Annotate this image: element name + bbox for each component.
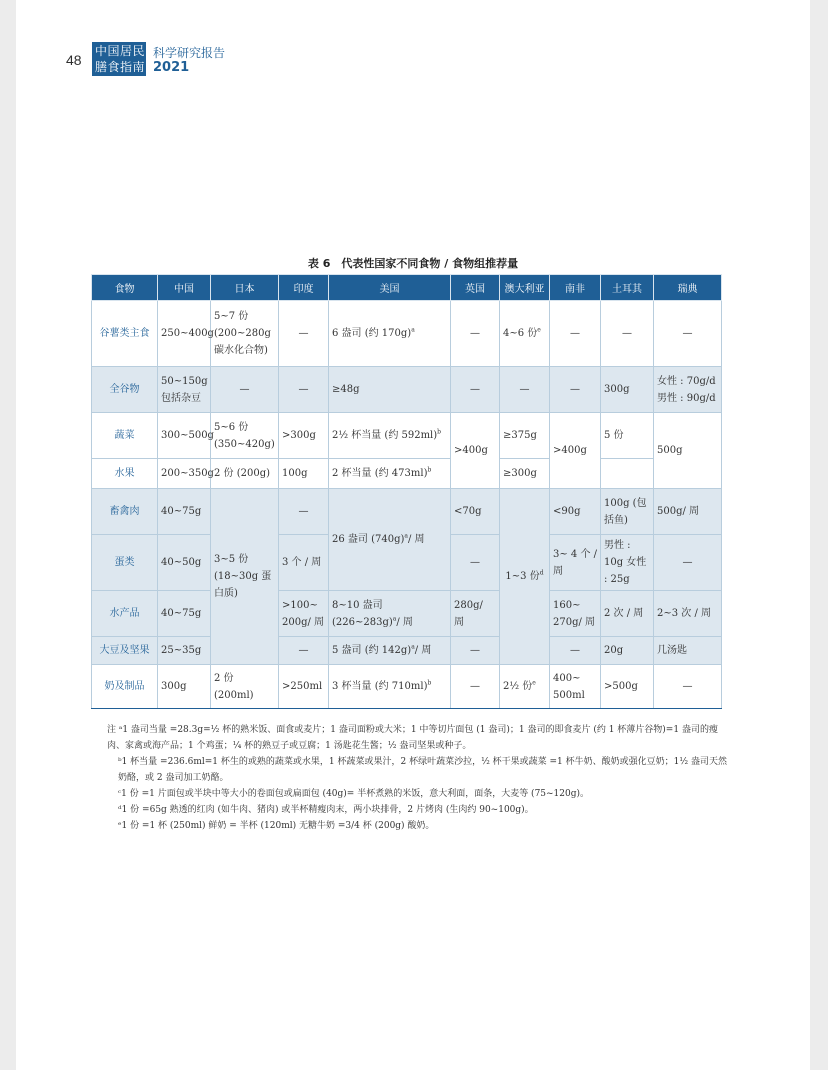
table-cell: 几汤匙	[654, 637, 722, 665]
table-cell	[601, 459, 654, 489]
table-cell: 2 次 / 周	[601, 591, 654, 637]
table-cell: —	[451, 637, 500, 665]
table-cell: >500g	[601, 665, 654, 709]
cell-suffix: / 周	[396, 616, 413, 628]
table-cell: 5~7 份 (200~280g 碳水化合物)	[211, 301, 279, 367]
table-cell: >100~ 200g/ 周	[279, 591, 329, 637]
cell-text: 2½ 杯当量 (约 592ml)	[332, 430, 438, 441]
table-cell: 40~75g	[158, 489, 211, 535]
col-header: 日本	[211, 275, 279, 301]
cell-text: 4~6 份	[503, 328, 538, 339]
cell-text: 8~10 盎司 (226~283g)	[332, 599, 393, 628]
table-cell: 100g (包括鱼)	[601, 489, 654, 535]
table-cell: 3 个 / 周	[279, 535, 329, 591]
table-cell: 全谷物	[92, 367, 158, 413]
table-cell: —	[211, 367, 279, 413]
col-header: 食物	[92, 275, 158, 301]
table-cell: 200~350g	[158, 459, 211, 489]
table-cell: 畜禽肉	[92, 489, 158, 535]
col-header: 中国	[158, 275, 211, 301]
table-cell	[329, 665, 451, 709]
table-cell: 谷薯类主食	[92, 301, 158, 367]
report-year: 2021	[153, 60, 190, 75]
table-cell: 400~ 500ml	[550, 665, 601, 709]
footnote-mark: b	[427, 679, 432, 687]
footnote-mark: e	[532, 679, 536, 687]
table-cell	[329, 459, 451, 489]
table-cell	[329, 591, 451, 637]
footnote-mark: a	[411, 643, 415, 651]
table-cell: ≥300g	[500, 459, 550, 489]
table-cell: 女性 : 70g/d 男性 : 90g/d	[654, 367, 722, 413]
table-cell	[329, 489, 451, 591]
table-cell: —	[601, 301, 654, 367]
table-cell	[500, 489, 550, 665]
table-cell: —	[451, 665, 500, 709]
footnote-mark: a	[411, 326, 415, 334]
table-cell: —	[654, 665, 722, 709]
table-cell: 2 份 (200g)	[211, 459, 279, 489]
note-b: ᵇ1 杯当量 =236.6ml=1 杯生的或熟的蔬菜或水果，1 杯蔬菜或果汁，2 杯绿叶蔬菜沙拉，½ 杯干果或蔬菜 =1 杯牛奶、酸奶或强化豆奶；1½ 盎司天然奶酪，或 2 盎司加工奶酪。	[118, 757, 727, 783]
col-header: 英国	[451, 275, 500, 301]
col-header: 印度	[279, 275, 329, 301]
cell-text: 6 盎司 (约 170g)	[332, 328, 412, 339]
table-cell: —	[500, 367, 550, 413]
footnote-mark: a	[392, 615, 397, 623]
table-cell: 5~6 份 (350~420g)	[211, 413, 279, 459]
footnote-mark: d	[539, 569, 544, 577]
table-cell: —	[451, 535, 500, 591]
cell-text: 3~5 份 (18~30g 蛋白质)	[214, 554, 272, 599]
table-cell: 300g	[158, 665, 211, 709]
col-header: 澳大利亚	[500, 275, 550, 301]
cell-suffix: / 周	[407, 534, 425, 545]
note-a: 注 ᵃ1 盎司当量 =28.3g=½ 杯的熟米饭、面食或麦片；1 盎司面粉或大米；1 中等切片面包 (1 盎司)；1 盎司的即食麦片 (约 1 杯薄片谷物)=1 盎司的瘦肉、家禽或海产品；1 个鸡蛋；¼ 杯的熟豆子或豆腐；1 汤匙花生酱；½ 盎司坚果或种子。	[107, 725, 718, 751]
table-cell: —	[451, 367, 500, 413]
footnote-mark: a	[404, 532, 408, 540]
table-cell: —	[550, 367, 601, 413]
logo-line2: 膳食指南	[95, 60, 146, 74]
table-caption: 表 6 代表性国家不同食物 / 食物组推荐量	[307, 257, 519, 270]
table-cell	[329, 413, 451, 459]
table-cell: —	[279, 301, 329, 367]
table-cell: 2 份 (200ml)	[211, 665, 279, 709]
table-row	[92, 367, 722, 413]
table-cell: —	[550, 301, 601, 367]
table-cell: 100g	[279, 459, 329, 489]
table-notes	[91, 722, 727, 834]
table-cell: >250ml	[279, 665, 329, 709]
table-cell: —	[654, 535, 722, 591]
footnote-mark: b	[437, 428, 442, 436]
table-row	[92, 489, 722, 535]
table-cell: 水产品	[92, 591, 158, 637]
note-c: ᶜ1 份 =1 片面包或半块中等大小的卷面包或扁面包 (40g)= 半杯煮熟的米饭，意大利面，面条，大麦等 (75~120g)。	[118, 789, 590, 799]
table-cell: 蛋类	[92, 535, 158, 591]
footnote-mark: e	[537, 326, 541, 334]
table-cell	[500, 301, 550, 367]
col-header: 南非	[550, 275, 601, 301]
table-cell: —	[279, 637, 329, 665]
table-cell: 250~400g	[158, 301, 211, 367]
table-cell: <70g	[451, 489, 500, 535]
table-header-row	[92, 275, 722, 301]
table-cell: 50~150g 包括杂豆	[158, 367, 211, 413]
note-e: ᵉ1 份 =1 杯 (250ml) 鲜奶 = 半杯 (120ml) 无糖牛奶 =3/4 杯 (200g) 酸奶。	[118, 821, 435, 831]
cell-text: 2½ 份	[503, 681, 533, 692]
table-cell: 奶及制品	[92, 665, 158, 709]
food-recommendation-table	[91, 274, 722, 709]
table-cell: 300~500g	[158, 413, 211, 459]
col-header: 美国	[329, 275, 451, 301]
cell-text: 1~3 份	[505, 571, 540, 582]
cell-suffix: / 周	[414, 645, 432, 656]
table-cell: —	[654, 301, 722, 367]
cell-text: 3 杯当量 (约 710ml)	[332, 681, 428, 692]
table-row	[92, 665, 722, 709]
table-cell	[329, 637, 451, 665]
table-cell: >300g	[279, 413, 329, 459]
note-d: ᵈ1 份 =65g 熟透的红肉 (如牛肉、猪肉) 或半杯精瘦肉末，两小块排骨，2 片烤肉 (生肉约 90~100g)。	[118, 805, 534, 815]
table-cell: —	[550, 637, 601, 665]
table-cell: 20g	[601, 637, 654, 665]
table-cell: 男性 : 10g 女性 : 25g	[601, 535, 654, 591]
table-row	[92, 637, 722, 665]
table-row	[92, 301, 722, 367]
table-cell: —	[279, 489, 329, 535]
table-cell: 40~50g	[158, 535, 211, 591]
table-cell: <90g	[550, 489, 601, 535]
cell-text: 2 杯当量 (约 473ml)	[332, 468, 428, 479]
document-page	[16, 0, 810, 1070]
table-cell: —	[279, 367, 329, 413]
col-header: 土耳其	[601, 275, 654, 301]
table-row	[92, 591, 722, 637]
col-header: 瑞典	[654, 275, 722, 301]
table-cell	[500, 665, 550, 709]
table-cell	[329, 301, 451, 367]
report-title: 科学研究报告	[153, 46, 226, 60]
table-cell: 160~ 270g/ 周	[550, 591, 601, 637]
table-cell: 280g/ 周	[451, 591, 500, 637]
table-cell: 大豆及坚果	[92, 637, 158, 665]
table-cell: 水果	[92, 459, 158, 489]
table-cell: ≥375g	[500, 413, 550, 459]
footnote-mark: b	[427, 466, 432, 474]
table-cell: 25~35g	[158, 637, 211, 665]
table-cell	[211, 489, 279, 665]
page-number: 48	[66, 52, 82, 68]
table-cell: 2~3 次 / 周	[654, 591, 722, 637]
table-cell: 40~75g	[158, 591, 211, 637]
table-cell: >400g	[451, 413, 500, 489]
logo-line1: 中国居民	[95, 44, 146, 58]
table-cell: 500g	[654, 413, 722, 489]
guide-logo	[92, 42, 146, 76]
table-cell: 300g	[601, 367, 654, 413]
table-cell: 500g/ 周	[654, 489, 722, 535]
table-cell: 蔬菜	[92, 413, 158, 459]
table-cell: ≥48g	[329, 367, 451, 413]
table-row	[92, 459, 722, 489]
table-row	[92, 413, 722, 459]
table-cell: 5 份	[601, 413, 654, 459]
table-cell: —	[451, 301, 500, 367]
cell-text: 5 盎司 (约 142g)	[332, 645, 412, 656]
cell-text: 26 盎司 (740g)	[332, 534, 405, 545]
table-cell: 3~ 4 个 / 周	[550, 535, 601, 591]
table-cell: >400g	[550, 413, 601, 489]
